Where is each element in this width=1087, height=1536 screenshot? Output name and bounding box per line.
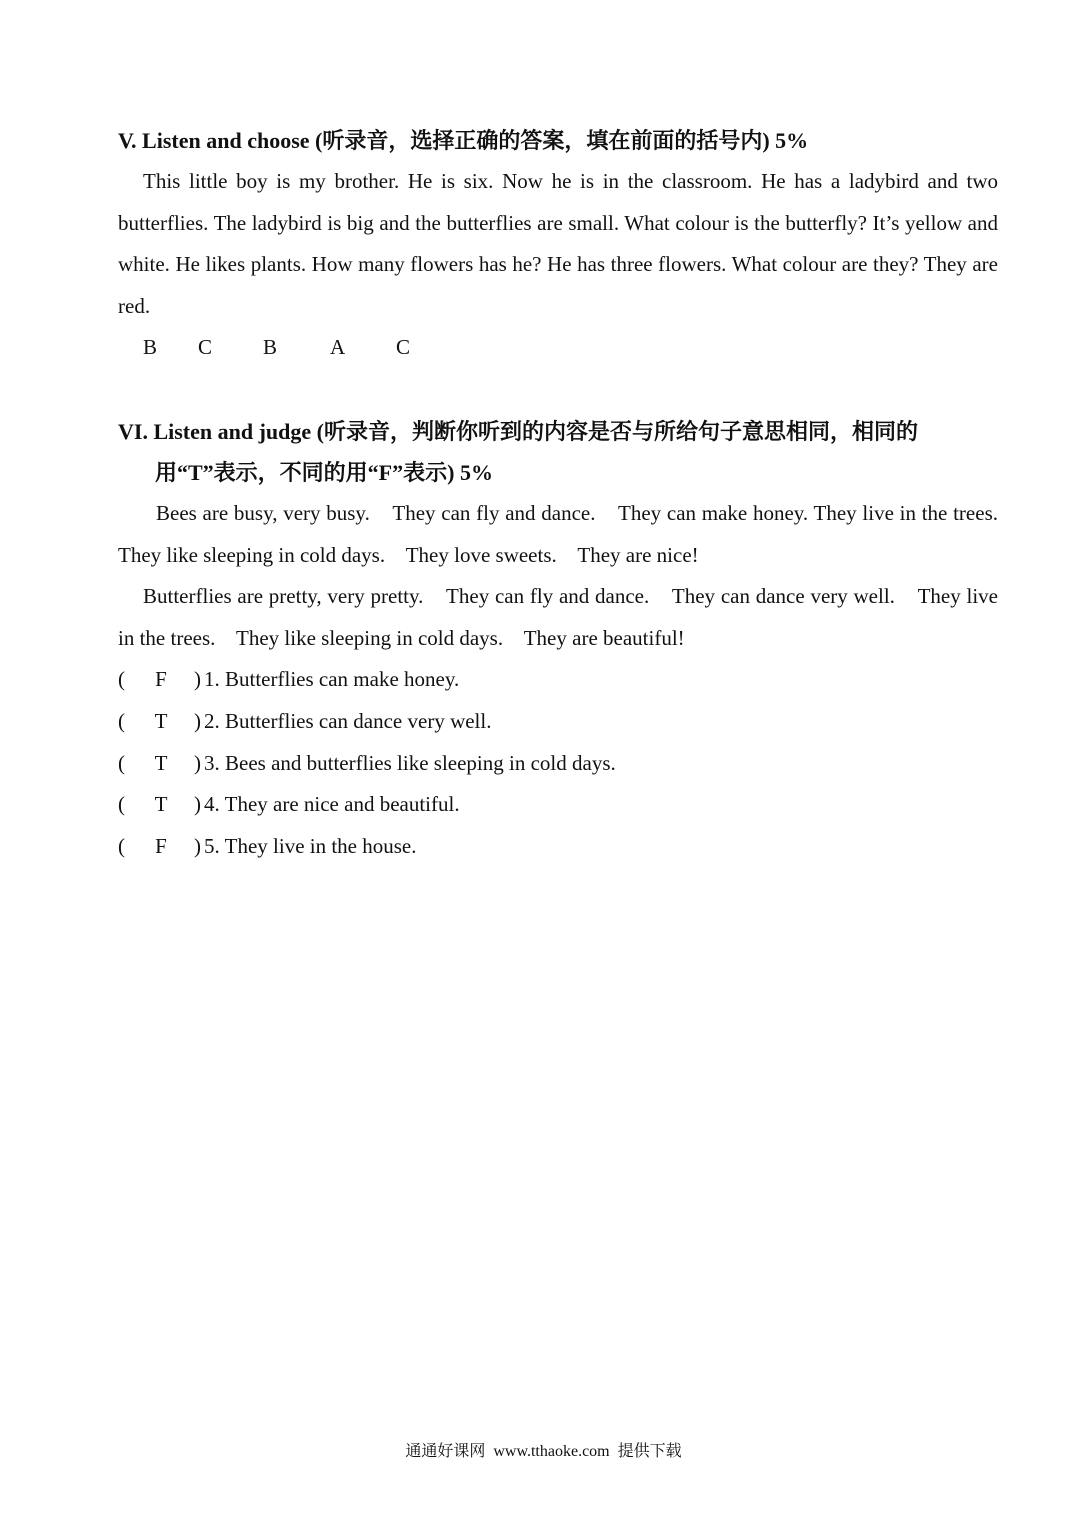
judge-statement: 4. They are nice and beautiful.	[204, 792, 460, 817]
passage-butterflies: Butterflies are pretty, very pretty. They can fly and dance. They can dance very well. They live in the trees. They like sleeping in cold days. They are beautiful!	[118, 584, 1004, 650]
judge-item: ( F ) 5. They live in the house.	[118, 826, 998, 868]
judge-statement: 5. They live in the house.	[204, 833, 417, 858]
judge-answer: T	[154, 708, 168, 733]
answer-5: C	[396, 335, 411, 360]
section-title: V. Listen and choose (听录音，选择正确的答案，填在前面的括号内) 5%	[118, 128, 809, 153]
passage-bees: Bees are busy, very busy. They can fly and dance. They can make honey. They live in the trees. They like sleeping in cold days. They love sweets. They are nice!	[118, 500, 1019, 567]
answer-1: B	[143, 335, 158, 360]
judge-answer: T	[154, 792, 168, 817]
worksheet-page	[118, 120, 1019, 867]
section-title: VI. Listen and judge (听录音，判断你听到的内容是否与所给句子意思相同，相同的用“T”表示，不同的用“F”表示) 5%	[118, 418, 918, 485]
judge-item: ( F ) 1. Butterflies can make honey.	[118, 659, 998, 701]
judge-item: ( T ) 4. They are nice and beautiful.	[118, 784, 998, 826]
judge-answer: F	[155, 833, 167, 858]
judge-statement: 3. Bees and butterflies like sleeping in cold days.	[204, 750, 616, 775]
answer-row	[118, 327, 998, 369]
judge-statement: 1. Butterflies can make honey.	[204, 667, 460, 692]
answer-3: B	[263, 335, 278, 360]
judge-item: ( T ) 3. Bees and butterflies like sleeping in cold days.	[118, 743, 998, 785]
section-listen-and-choose	[118, 120, 1004, 369]
page-footer: 通通好课网 www.tthaoke.com 提供下载	[405, 1443, 682, 1460]
section-listen-and-judge	[118, 411, 1019, 867]
judge-answer: T	[154, 750, 168, 775]
judge-answer: F	[155, 667, 167, 692]
judge-item: ( T ) 2. Butterflies can dance very well.	[118, 701, 998, 743]
judge-statement: 2. Butterflies can dance very well.	[204, 708, 492, 733]
answer-2: C	[198, 335, 213, 360]
answer-4: A	[330, 335, 346, 360]
listening-passage: This little boy is my brother. He is six. Now he is in the classroom. He has a ladybird and two butterflies. The ladybird is big and the butterflies are small. What colour is the butterfly? It’s yellow and white. He likes plants. How many flowers has he? He has three flowers. What colour are they? They are red.	[118, 169, 1004, 318]
